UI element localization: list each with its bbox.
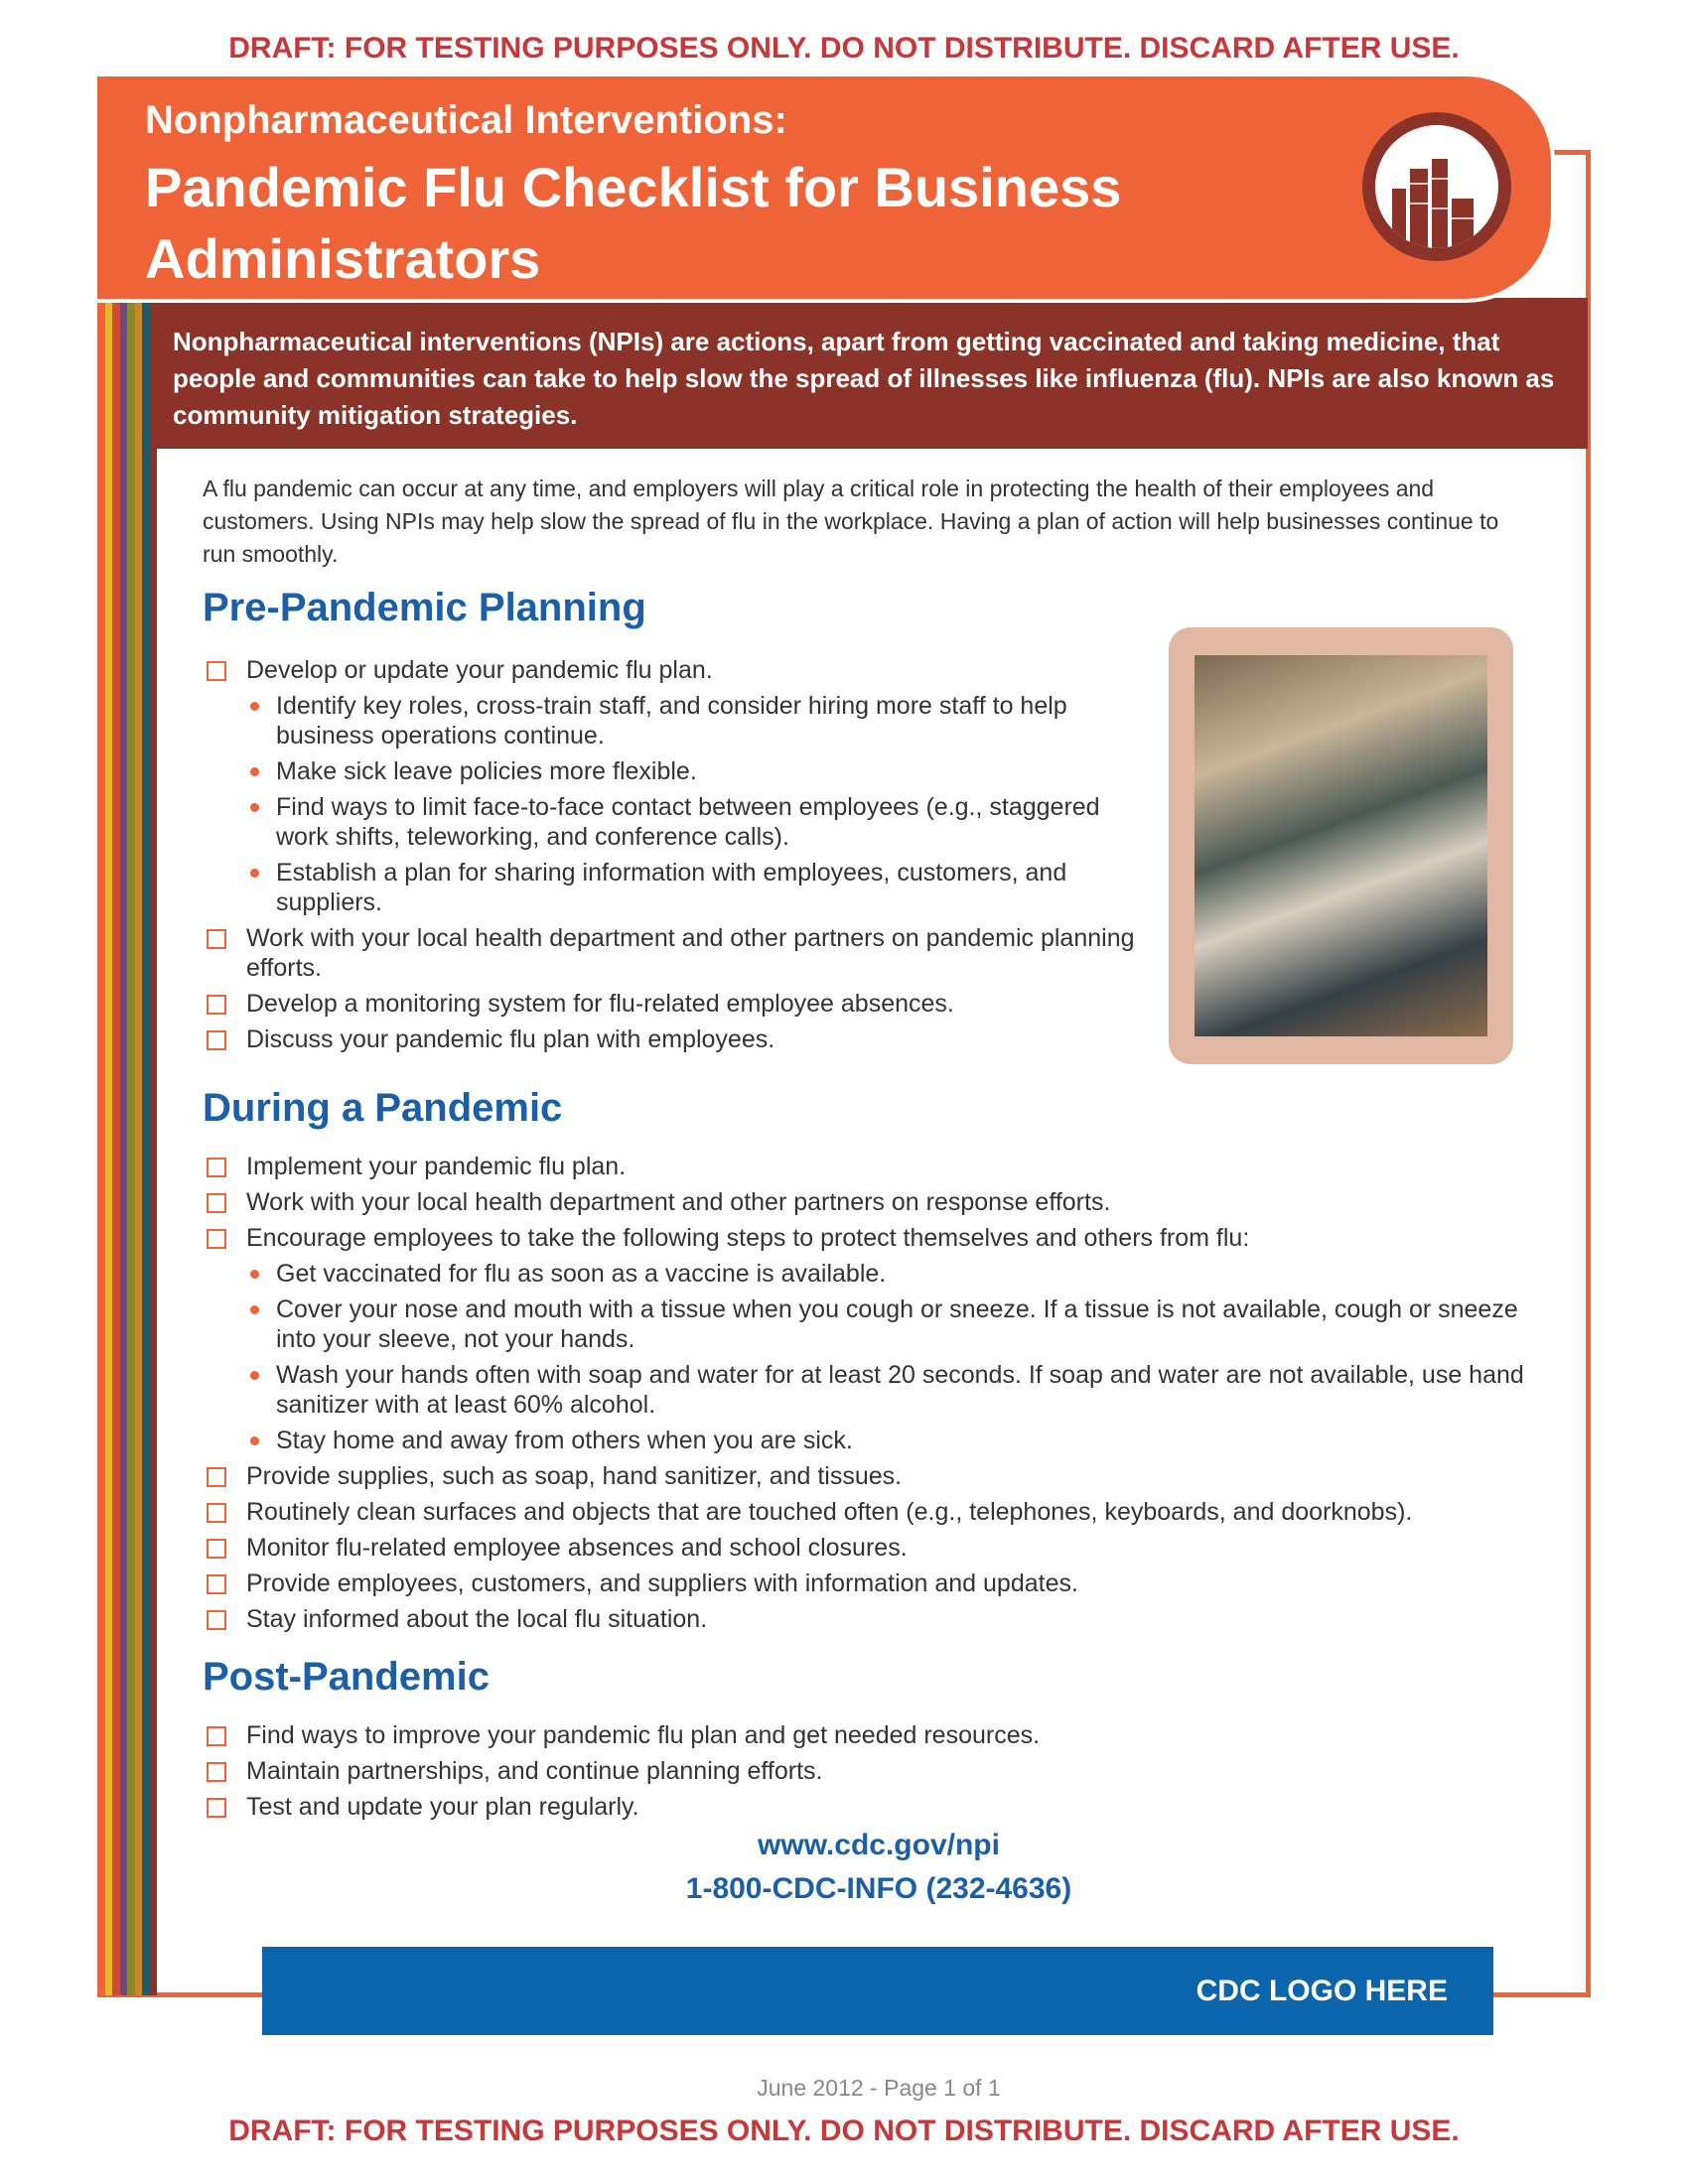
- checklist-item: Develop a monitoring system for flu-related employee absences.: [207, 989, 1150, 1019]
- color-stripes: [97, 298, 157, 1995]
- npi-definition-band: Nonpharmaceutical interventions (NPIs) are actions, apart from getting vaccinated and taking medicine, that people and communities can take to help slow the spread of illnesses like influenza (flu). NPIs are also known as community mitigation strategies.: [157, 298, 1588, 449]
- footer-date: June 2012 - Page 1 of 1: [757, 2075, 1001, 2101]
- checklist-item: Implement your pandemic flu plan.: [207, 1152, 1537, 1181]
- heading-during-pandemic: During a Pandemic: [203, 1086, 563, 1130]
- sub-bullet-item: Get vaccinated for flu as soon as a vaccine is available.: [207, 1259, 1537, 1289]
- page-title: Pandemic Flu Checklist for Business Administrators: [145, 156, 1122, 290]
- draft-notice-top: DRAFT: FOR TESTING PURPOSES ONLY. DO NOT DISTRIBUTE. DISCARD AFTER USE.: [228, 32, 1460, 65]
- office-workers-photo: [1195, 655, 1487, 1036]
- office-photo-frame: [1169, 627, 1513, 1064]
- checklist-item: Work with your local health department and other partners on pandemic planning efforts.: [207, 923, 1150, 983]
- logo-bar: [262, 1947, 1493, 2035]
- sub-bullet-item: Cover your nose and mouth with a tissue when you cough or sneeze. If a tissue is not available, cough or sneeze into your sleeve, not your hands.: [207, 1295, 1537, 1354]
- sub-bullet-item: Establish a plan for sharing information with employees, customers, and suppliers.: [207, 858, 1150, 917]
- heading-post-pandemic: Post-Pandemic: [203, 1655, 490, 1699]
- sub-bullet-item: Find ways to limit face-to-face contact between employees (e.g., staggered work shifts, teleworking, and conference calls).: [207, 792, 1150, 852]
- logo-placeholder: CDC LOGO HERE: [1196, 1974, 1448, 2007]
- checklist-item: Provide employees, customers, and suppliers with information and updates.: [207, 1569, 1537, 1598]
- sub-bullet-item: Make sick leave policies more flexible.: [207, 756, 1150, 786]
- checklist-item: Discuss your pandemic flu plan with employees.: [207, 1024, 1150, 1054]
- draft-notice-bottom: DRAFT: FOR TESTING PURPOSES ONLY. DO NOT DISTRIBUTE. DISCARD AFTER USE.: [228, 2115, 1460, 2147]
- intro-paragraph: A flu pandemic can occur at any time, and employers will play a critical role in protecting the health of their employees and customers. Using NPIs may help slow the spread of flu in the workplace. Having a plan of action will help businesses continue to run smoothly.: [203, 476, 1499, 567]
- sub-bullet-item: Stay home and away from others when you are sick.: [207, 1426, 1537, 1455]
- post-pandemic-checklist: [207, 1720, 1537, 1828]
- checklist-item: Find ways to improve your pandemic flu plan and get needed resources.: [207, 1720, 1537, 1750]
- checklist-item: Monitor flu-related employee absences and school closures.: [207, 1533, 1537, 1563]
- heading-pre-pandemic: Pre-Pandemic Planning: [203, 586, 646, 629]
- pre-pandemic-checklist: [207, 655, 1150, 1060]
- sub-bullet-item: Wash your hands often with soap and water for at least 20 seconds. If soap and water are not available, use hand sanitizer with at least 60% alcohol.: [207, 1360, 1537, 1420]
- during-pandemic-checklist: [207, 1152, 1537, 1640]
- checklist-item: Stay informed about the local flu situation.: [207, 1604, 1537, 1634]
- checklist-item: Provide supplies, such as soap, hand sanitizer, and tissues.: [207, 1461, 1537, 1491]
- sub-bullet-item: Identify key roles, cross-train staff, and consider hiring more staff to help business operations continue.: [207, 691, 1150, 751]
- checklist-item: Develop or update your pandemic flu plan.: [207, 655, 1150, 685]
- building-seal-icon: [1362, 112, 1511, 261]
- checklist-item: Routinely clean surfaces and objects that are touched often (e.g., telephones, keyboards, and doorknobs).: [207, 1497, 1537, 1527]
- checklist-item: Test and update your plan regularly.: [207, 1792, 1537, 1822]
- contact-url[interactable]: www.cdc.gov/npi: [758, 1829, 1000, 1861]
- checklist-item: Maintain partnerships, and continue planning efforts.: [207, 1756, 1537, 1786]
- checklist-item: Encourage employees to take the following steps to protect themselves and others from flu:: [207, 1223, 1537, 1253]
- checklist-item: Work with your local health department and other partners on response efforts.: [207, 1187, 1537, 1217]
- contact-phone: 1-800-CDC-INFO (232-4636): [685, 1872, 1072, 1905]
- header-subtitle: Nonpharmaceutical Interventions:: [145, 98, 787, 142]
- header-banner: [97, 72, 1555, 303]
